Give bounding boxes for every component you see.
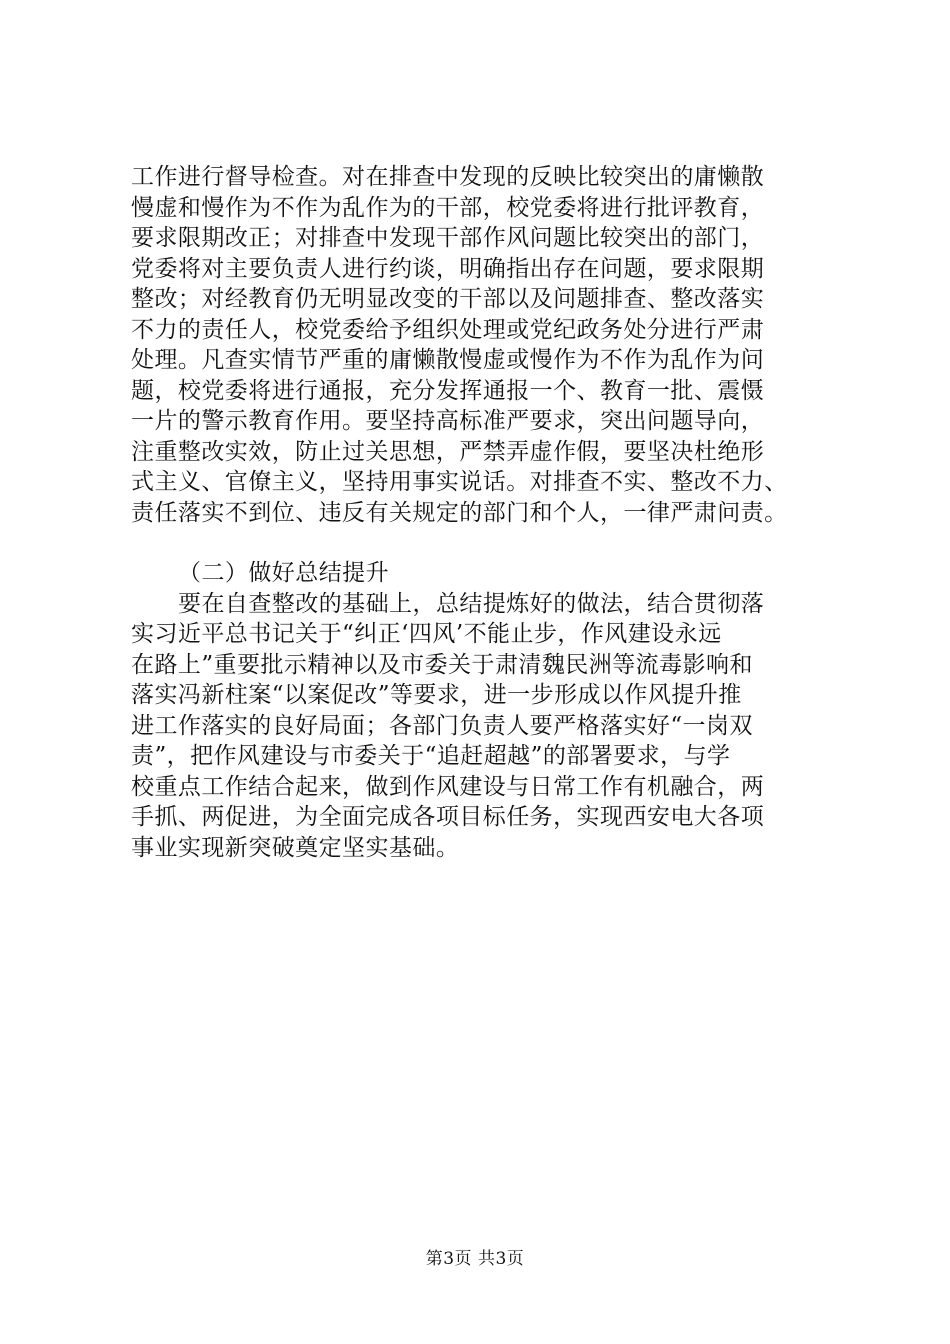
text-line: 题，校党委将进行通报，充分发挥通报一个、教育一批、震慑	[131, 377, 765, 404]
text-line: 工作进行督导检查。对在排查中发现的反映比较突出的庸懒散	[131, 164, 765, 190]
text-line: 慢虚和慢作为不作为乱作为的干部，校党委将进行批评教育，	[131, 194, 765, 221]
text-line: 党委将对主要负责人进行约谈，明确指出存在问题，要求限期	[131, 255, 765, 282]
text-line: 进工作落实的良好局面；各部门负责人要严格落实好“一岗双	[131, 712, 753, 739]
text-line: 落实冯新柱案“以案促改”等要求，进一步形成以作风提升推	[131, 682, 742, 708]
document-body	[131, 162, 851, 863]
paragraph-1	[131, 162, 851, 528]
text-line: 在路上”重要批示精神以及市委关于肃清魏民洲等流毒影响和	[131, 651, 753, 678]
text-line: 处理。凡查实情节严重的庸懒散慢虚或慢作为不作为乱作为问	[131, 347, 765, 373]
text-line: 事业实现新突破奠定坚实基础。	[131, 834, 460, 861]
text-line: 责任落实不到位、违反有关规定的部门和个人，一律严肃问责。	[131, 499, 788, 526]
text-line: 注重整改实效，防止过关思想，严禁弄虚作假，要坚决杜绝形	[131, 438, 765, 465]
text-line: 校重点工作结合起来，做到作风建设与日常工作有机融合，两	[131, 773, 765, 800]
text-line: 要在自查整改的基础上，总结提炼好的做法，结合贯彻落	[178, 590, 765, 617]
text-line: 不力的责任人，校党委给予组织处理或党纪政务处分进行严肃	[131, 316, 765, 343]
page-footer: 第3页 共3页	[425, 1249, 525, 1269]
text-line: 一片的警示教育作用。要坚持高标准严要求，突出问题导向，	[131, 408, 765, 434]
text-line: 手抓、两促进，为全面完成各项目标任务，实现西安电大各项	[131, 804, 765, 830]
paragraph-2	[131, 589, 851, 864]
text-line: 式主义、官僚主义，坚持用事实说话。对排查不实、整改不力、	[131, 469, 788, 495]
text-line: 责”，把作风建设与市委关于“追赶超越”的部署要求，与学	[131, 743, 731, 769]
text-line: 整改；对经教育仍无明显改变的干部以及问题排查、整改落实	[131, 286, 765, 312]
text-line: 实习近平总书记关于“纠正‘四风’不能止步，作风建设永远	[131, 621, 722, 647]
section-heading: （二）做好总结提升	[178, 560, 390, 586]
text-line: 要求限期改正；对排查中发现干部作风问题比较突出的部门，	[131, 225, 765, 251]
paragraph-spacer	[131, 528, 851, 558]
